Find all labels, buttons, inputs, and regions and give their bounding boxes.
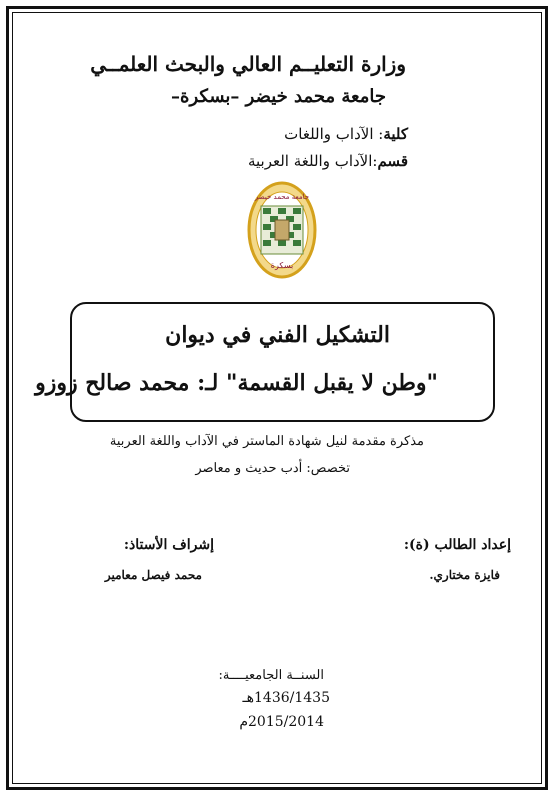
department-line (248, 152, 408, 170)
supervisor-name: محمد فيصل معامير (104, 568, 202, 582)
supervisor-label: إشراف الأستاذ: (123, 537, 214, 553)
ministry-name: وزارة التعليــم العالي والبحث العلمــي (90, 52, 406, 76)
department-label: قسم (377, 152, 408, 170)
memo-description: مذكرة مقدمة لنيل شهادة الماستر في الآداب واللغة العربية (109, 434, 424, 449)
specialization: تخصص: أدب حديث و معاصر (195, 461, 350, 476)
faculty-line (284, 125, 408, 143)
department-value: :الآداب واللغة العربية (247, 152, 378, 170)
academic-year-label: السنــة الجامعيــــة: (218, 668, 324, 683)
seal-text-top: جامعة محمد خيضر (254, 193, 310, 201)
thesis-title-line1: التشكيل الفني في ديوان (165, 322, 390, 348)
prepared-by-label: إعداد الطالب (ة): (403, 537, 511, 553)
faculty-label: كلية (383, 125, 408, 143)
university-seal-icon (247, 180, 317, 280)
hijri-year: 1436/1435هـ (242, 690, 330, 706)
seal-text-bottom: بسكرة (270, 261, 294, 270)
student-name: فايزة مختاري. (429, 568, 500, 582)
faculty-value: : الآداب واللغات (284, 125, 384, 143)
thesis-title-line2: "وطن لا يقبل القسمة" لـ: محمد صالح زوزو (35, 370, 438, 396)
title-box (70, 302, 495, 422)
gregorian-year: 2015/2014م (239, 714, 324, 730)
university-name: جامعة محمد خيضر –بسكرة– (171, 86, 386, 107)
